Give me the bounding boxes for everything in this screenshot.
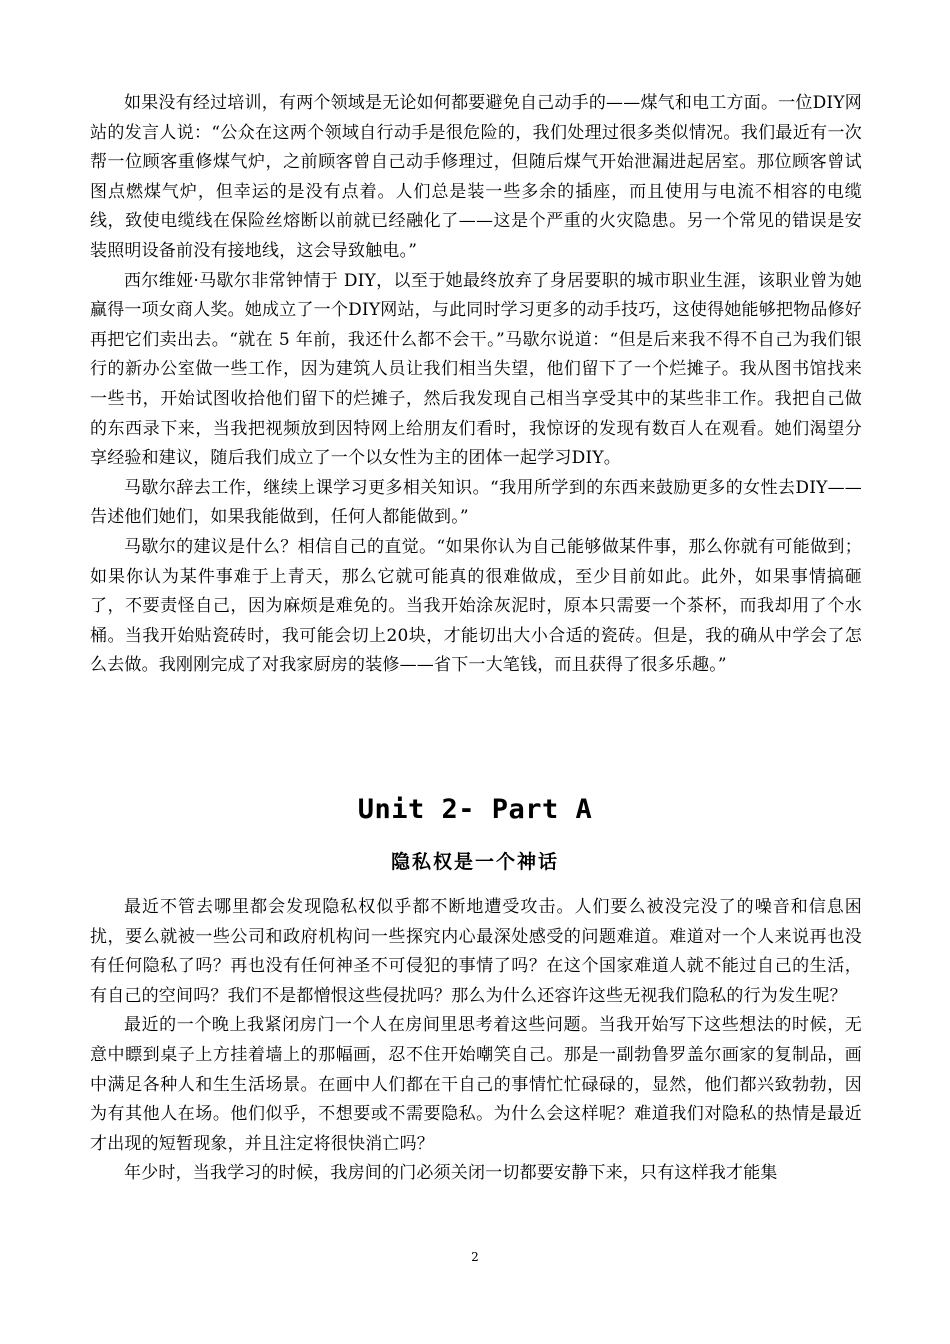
paragraph: 如果没有经过培训，有两个领域是无论如何都要避免自己动手的——煤气和电工方面。一位DIY网站的发言人说：“公众在这两个领域自行动手是很危险的，我们处理过很多类似情况。我们最近有一次帮一位顾客重修煤气炉，之前顾客曾自己动手修理过，但随后煤气开始泄漏进起居室。那位顾客曾试图点燃煤气炉，但幸运的是没有点着。人们总是装一些多余的插座，而且使用与电流不相容的电缆线，致使电缆线在保险丝熔断以前就已经融化了——这是个严重的火灾隐患。另一个常见的错误是安装照明设备前没有接地线，这会导致触电。”: [90, 93, 862, 261]
paragraph: 西尔维娅·马歇尔非常钟情于 DIY，以至于她最终放弃了身居要职的城市职业生涯，该职业曾为她赢得一项女商人奖。她成立了一个DIY网站，与此同时学习更多的动手技巧，这使得她能够把物品修好再把它们卖出去。“就在 5 年前，我还什么都不会干。”马歇尔说道：“但是后来我不得不自己为我们银行的新办公室做一些工作，因为建筑人员让我们相当失望，他们留下了一个烂摊子。我从图书馆找来一些书，开始试图收拾他们留下的烂摊子，然后我发现自己相当享受其中的某些非工作。我把自己做的东西录下来，当我把视频放到因特网上给朋友们看时，我惊讶的发现有数百人在观看。她们渴望分享经验和建议，随后我们成立了一个以女性为主的团体一起学习DIY。: [90, 270, 862, 469]
section-privacy-text: [90, 893, 862, 1189]
article-title: 隐私权是一个神话: [390, 851, 559, 873]
page-number: 2: [471, 1250, 479, 1264]
paragraph: 最近不管去哪里都会发现隐私权似乎都不断地遭受攻击。人们要么被没完没了的噪音和信息困扰，要么就被一些公司和政府机构问一些探究内心最深处感受的问题难道。难道对一个人来说再也没有任何隐私了吗？再也没有任何神圣不可侵犯的事情了吗？在这个国家难道人就不能过自己的生活，有自己的空间吗？我们不是都憎恨这些侵扰吗？那么为什么还容许这些无视我们隐私的行为发生呢？: [90, 897, 862, 1006]
paragraph: 最近的一个晚上我紧闭房门一个人在房间里思考着这些问题。当我开始写下这些想法的时候，无意中瞟到桌子上方挂着墙上的那幅画，忍不住开始嘲笑自己。那是一副勃鲁罗盖尔画家的复制品，画中满足各种人和生生活场景。在画中人们都在干自己的事情忙忙碌碌的，显然，他们都兴致勃勃，因为有其他人在场。他们似乎，不想要或不需要隐私。为什么会这样呢？难道我们对隐私的热情是最近才出现的短暂现象，并且注定将很快消亡吗？: [90, 1015, 862, 1154]
unit-title: Unit 2- Part A: [357, 794, 593, 825]
paragraph: 马歇尔辞去工作，继续上课学习更多相关知识。“我用所学到的东西来鼓励更多的女性去DIY——告述他们她们，如果我能做到，任何人都能做到。”: [90, 477, 862, 528]
paragraph: 马歇尔的建议是什么？相信自己的直觉。“如果你认为自己能够做某件事，那么你就有可能做到；如果你认为某件事难于上青天，那么它就可能真的很难做成，至少目前如此。此外，如果事情搞砸了，不要责怪自己，因为麻烦是难免的。当我开始涂灰泥时，原本只需要一个茶杯，而我却用了个水桶。当我开始贴瓷砖时，我可能会切上20块，才能切出大小合适的瓷砖。但是，我的确从中学会了怎么去做。我刚刚完成了对我家厨房的装修——省下一大笔钱，而且获得了很多乐趣。”: [90, 536, 862, 676]
section-diy-text: [90, 89, 862, 681]
paragraph: 年少时，当我学习的时候，我房间的门必须关闭一切都要安静下来，只有这样我才能集: [124, 1163, 778, 1184]
